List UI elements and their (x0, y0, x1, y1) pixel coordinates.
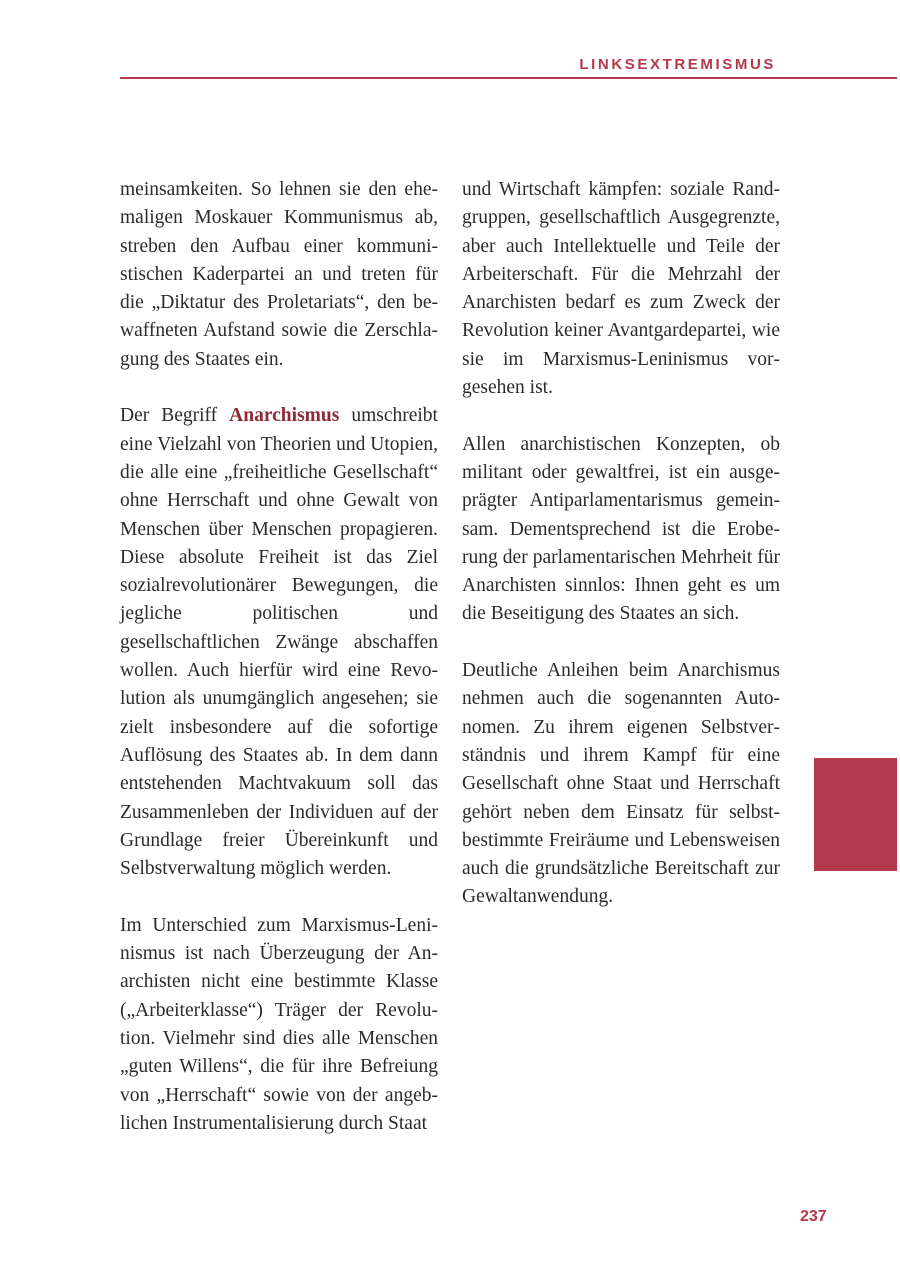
paragraph-antiparlamentarismus: Allen anarchistischen Konzepten, ob militant oder gewaltfrei, ist ein ausgeprägter Antiparlamentarismus gemeinsam. Dementsprechend ist die Eroberung der parlamentarischen Mehrheit für Anarchisten sinnlos: Ihnen geht es um die Beseitigung des Staates an sich. (462, 433, 780, 625)
paragraph-autonome: Deutliche Anleihen beim Anarchismus nehmen auch die sogenannten Autonomen. Zu ihrem eigenen Selbstverständnis und ihrem Kampf für eine Gesellschaft ohne Staat und Herrschaft gehört neben dem Einsatz für selbstbestimmte Freiräume und Lebensweisen auch die grundsätzliche Bereitschaft zur Gewaltanwendung. (462, 660, 780, 908)
paragraph-anarchismus-body: umschreibt eine Vielzahl von Theorien und Utopien, die alle eine „freiheitliche Gesellschaft“ ohne Herrschaft und ohne Gewalt von Menschen über Menschen propagieren. Diese absolute Freiheit ist das Ziel sozialrevolutionärer Bewegungen, die jegliche politischen und gesellschaftlichen Zwänge abschaffen wollen. Auch hierfür wird eine Revolution als unumgänglich angesehen; sie zielt insbesondere auf die sofortige Auflösung des Staates ab. In dem dann entstehenden Machtvakuum soll das Zusammenleben der Individuen auf der Grundlage freier Übereinkunft und Selbstverwaltung möglich werden. (120, 405, 438, 880)
paragraph-unterschied: Im Unterschied zum Marxismus-Leninismus ist nach Überzeugung der Anarchisten nicht eine bestimmte Klasse („Arbeiterklasse“) Träger der Revolution. Vielmehr sind dies alle Menschen „guten Willens“, die für ihre Befreiung von „Herrschaft“ sowie von der angeblichen Instrumentalisierung durch Staat (120, 914, 438, 1134)
left-column (120, 176, 438, 1166)
term-anarchismus: Anarchismus (229, 405, 340, 427)
header-rule (120, 77, 897, 79)
page-number: 237 (800, 1208, 827, 1225)
paragraph-kommunismus: meinsamkeiten. So lehnen sie den ehemaligen Moskauer Kommunismus ab, streben den Aufbau einer kommunistischen Kaderpartei an und treten für die „Diktatur des Proletariats“, den bewaffneten Aufstand sowie die Zerschlagung des Staates ein. (120, 179, 438, 370)
paragraph-wirtschaft: und Wirtschaft kämpfen: soziale Randgruppen, gesellschaftlich Ausgegrenzte, aber auch Intellektuelle und Teile der Arbeiterschaft. Für die Mehrzahl der Anarchisten bedarf es zum Zweck der Revolution keiner Avantgardepartei, wie sie im Marxismus-Leninismus vorgesehen ist. (462, 179, 780, 399)
running-head: LINKSEXTREMISMUS (579, 56, 776, 73)
thumb-index-tab (814, 758, 897, 871)
paragraph-anarchismus-lead: Der Begriff (120, 405, 230, 427)
right-column (462, 176, 780, 940)
paragraph-anarchismus (120, 402, 438, 883)
